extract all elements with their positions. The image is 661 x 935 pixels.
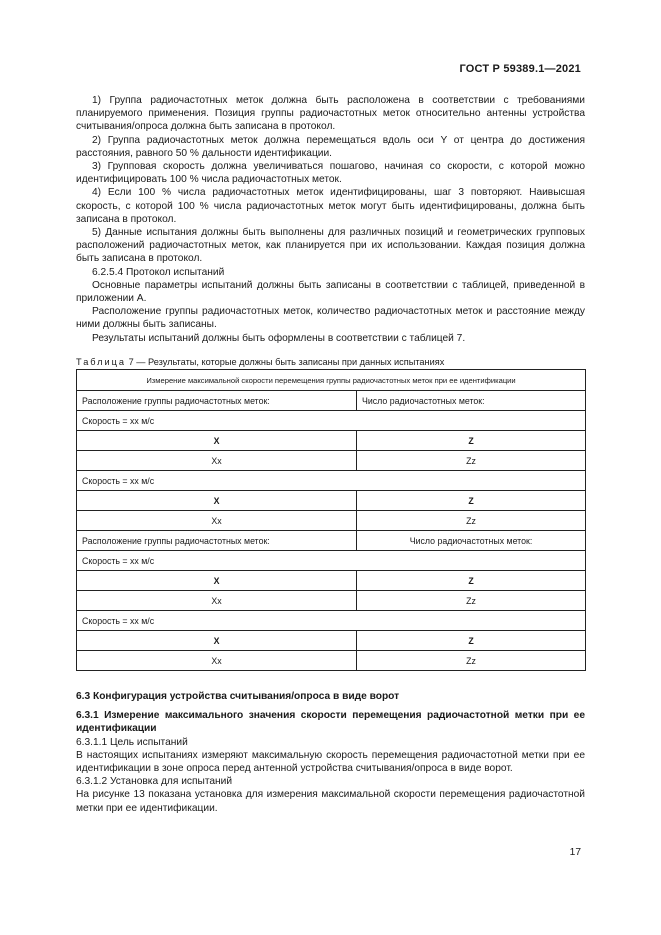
paragraph-6-3-1-2: На рисунке 13 показана установка для измерения максимальной скорости перемещения радиочастотной метки при ее идентификации. <box>76 789 585 814</box>
table-row <box>77 411 586 431</box>
results-table <box>76 369 586 671</box>
table-row <box>77 651 586 671</box>
paragraph-2: 2) Группа радиочастотных меток должна перемещаться вдоль оси Y от центра до достижения расстояния, равного 50 % дальности идентификации. <box>76 134 585 159</box>
x-value-cell: Xx <box>77 451 357 471</box>
subsection-6-3-1-2: 6.3.1.2 Установка для испытаний <box>76 776 233 788</box>
page-number: 17 <box>569 847 581 858</box>
table-header: Измерение максимальной скорости перемещения группы радиочастотных меток при ее идентификации <box>77 370 586 391</box>
z-value-cell: Zz <box>357 511 586 531</box>
z-value-cell: Zz <box>357 591 586 611</box>
table-row <box>77 471 586 491</box>
x-value-cell: Xx <box>77 651 357 671</box>
section-title-6-3-1: 6.3.1 Измерение максимального значения скорости перемещения радиочастотной метки при ее идентификации <box>76 710 585 735</box>
table-row <box>77 491 586 511</box>
speed-cell: Скорость = хх м/с <box>77 471 586 491</box>
z-value-cell: Zz <box>357 651 586 671</box>
paragraph-4: 4) Если 100 % числа радиочастотных меток идентифицированы, шаг 3 повторяют. Наивысшая скорость, с которой 100 % числа радиочастотных меток могут быть идентифицированы, должна быть записана в протокол. <box>76 187 585 225</box>
speed-cell: Скорость = хх м/с <box>77 411 586 431</box>
paragraph-7: Основные параметры испытаний должны быть записаны в соответствии с таблицей, приведенной в приложении А. <box>76 279 585 305</box>
table-caption: Таблица 7 — Результаты, которые должны быть записаны при данных испытаниях <box>76 357 445 367</box>
z-header-cell: Z <box>357 571 586 591</box>
tag-count-cell: Число радиочастотных меток: <box>357 391 586 411</box>
table-row <box>77 511 586 531</box>
x-header-cell: X <box>77 491 357 511</box>
paragraph-3: 3) Групповая скорость должна увеличиваться пошагово, начиная со скорости, с которой можно идентифицировать 100 % числа радиочастотных меток. <box>76 161 585 186</box>
x-header-cell: X <box>77 631 357 651</box>
table-row <box>77 611 586 631</box>
group-location-cell: Расположение группы радиочастотных меток: <box>77 391 357 411</box>
table-row <box>77 370 586 391</box>
table-row <box>77 571 586 591</box>
section-6-3 <box>76 690 585 815</box>
z-value-cell: Zz <box>357 451 586 471</box>
group-location-cell: Расположение группы радиочастотных меток: <box>77 531 357 551</box>
table-row <box>77 431 586 451</box>
tag-count-cell: Число радиочастотных меток: <box>357 531 586 551</box>
x-value-cell: Xx <box>77 591 357 611</box>
standard-number: ГОСТ Р 59389.1—2021 <box>459 63 581 75</box>
paragraph-1: 1) Группа радиочастотных меток должна быть расположена в соответствии с требованиями планируемого применения. Позиция группы радиочастотных меток относительно антенны устройства считывания/опроса должна быть записана в протокол. <box>76 95 585 133</box>
z-header-cell: Z <box>357 431 586 451</box>
table-row <box>77 531 586 551</box>
subsection-6-3-1-1: 6.3.1.1 Цель испытаний <box>76 736 188 748</box>
paragraph-9: Результаты испытаний должны быть оформлены в соответствии с таблицей 7. <box>92 332 466 344</box>
speed-cell: Скорость = хх м/с <box>77 551 586 571</box>
table-row <box>77 551 586 571</box>
subsection-6-2-5-4: 6.2.5.4 Протокол испытаний <box>92 266 225 278</box>
x-header-cell: X <box>77 571 357 591</box>
paragraph-8: Расположение группы радиочастотных меток, количество радиочастотных меток и расстояние между ними должны быть записаны. <box>76 306 585 331</box>
paragraph-6-3-1-1: В настоящих испытаниях измеряют максимальную скорость перемещения радиочастотной метки при ее идентификации в зоне опроса перед антенной устройства считывания/опроса в виде ворот. <box>76 749 585 775</box>
table-row <box>77 391 586 411</box>
paragraphs-container <box>76 94 585 344</box>
z-header-cell: Z <box>357 491 586 511</box>
table-row <box>77 591 586 611</box>
x-value-cell: Xx <box>77 511 357 531</box>
paragraph-5: 5) Данные испытания должны быть выполнены для различных позиций и геометрических групповых расположений радиочастотных меток, как планируется при их использовании. Каждая позиция должна быть записана в протокол. <box>76 227 585 265</box>
x-header-cell: X <box>77 431 357 451</box>
table-row <box>77 631 586 651</box>
speed-cell: Скорость = хх м/с <box>77 611 586 631</box>
section-title-6-3: 6.3 Конфигурация устройства считывания/опроса в виде ворот <box>76 691 400 702</box>
table-row <box>77 451 586 471</box>
z-header-cell: Z <box>357 631 586 651</box>
